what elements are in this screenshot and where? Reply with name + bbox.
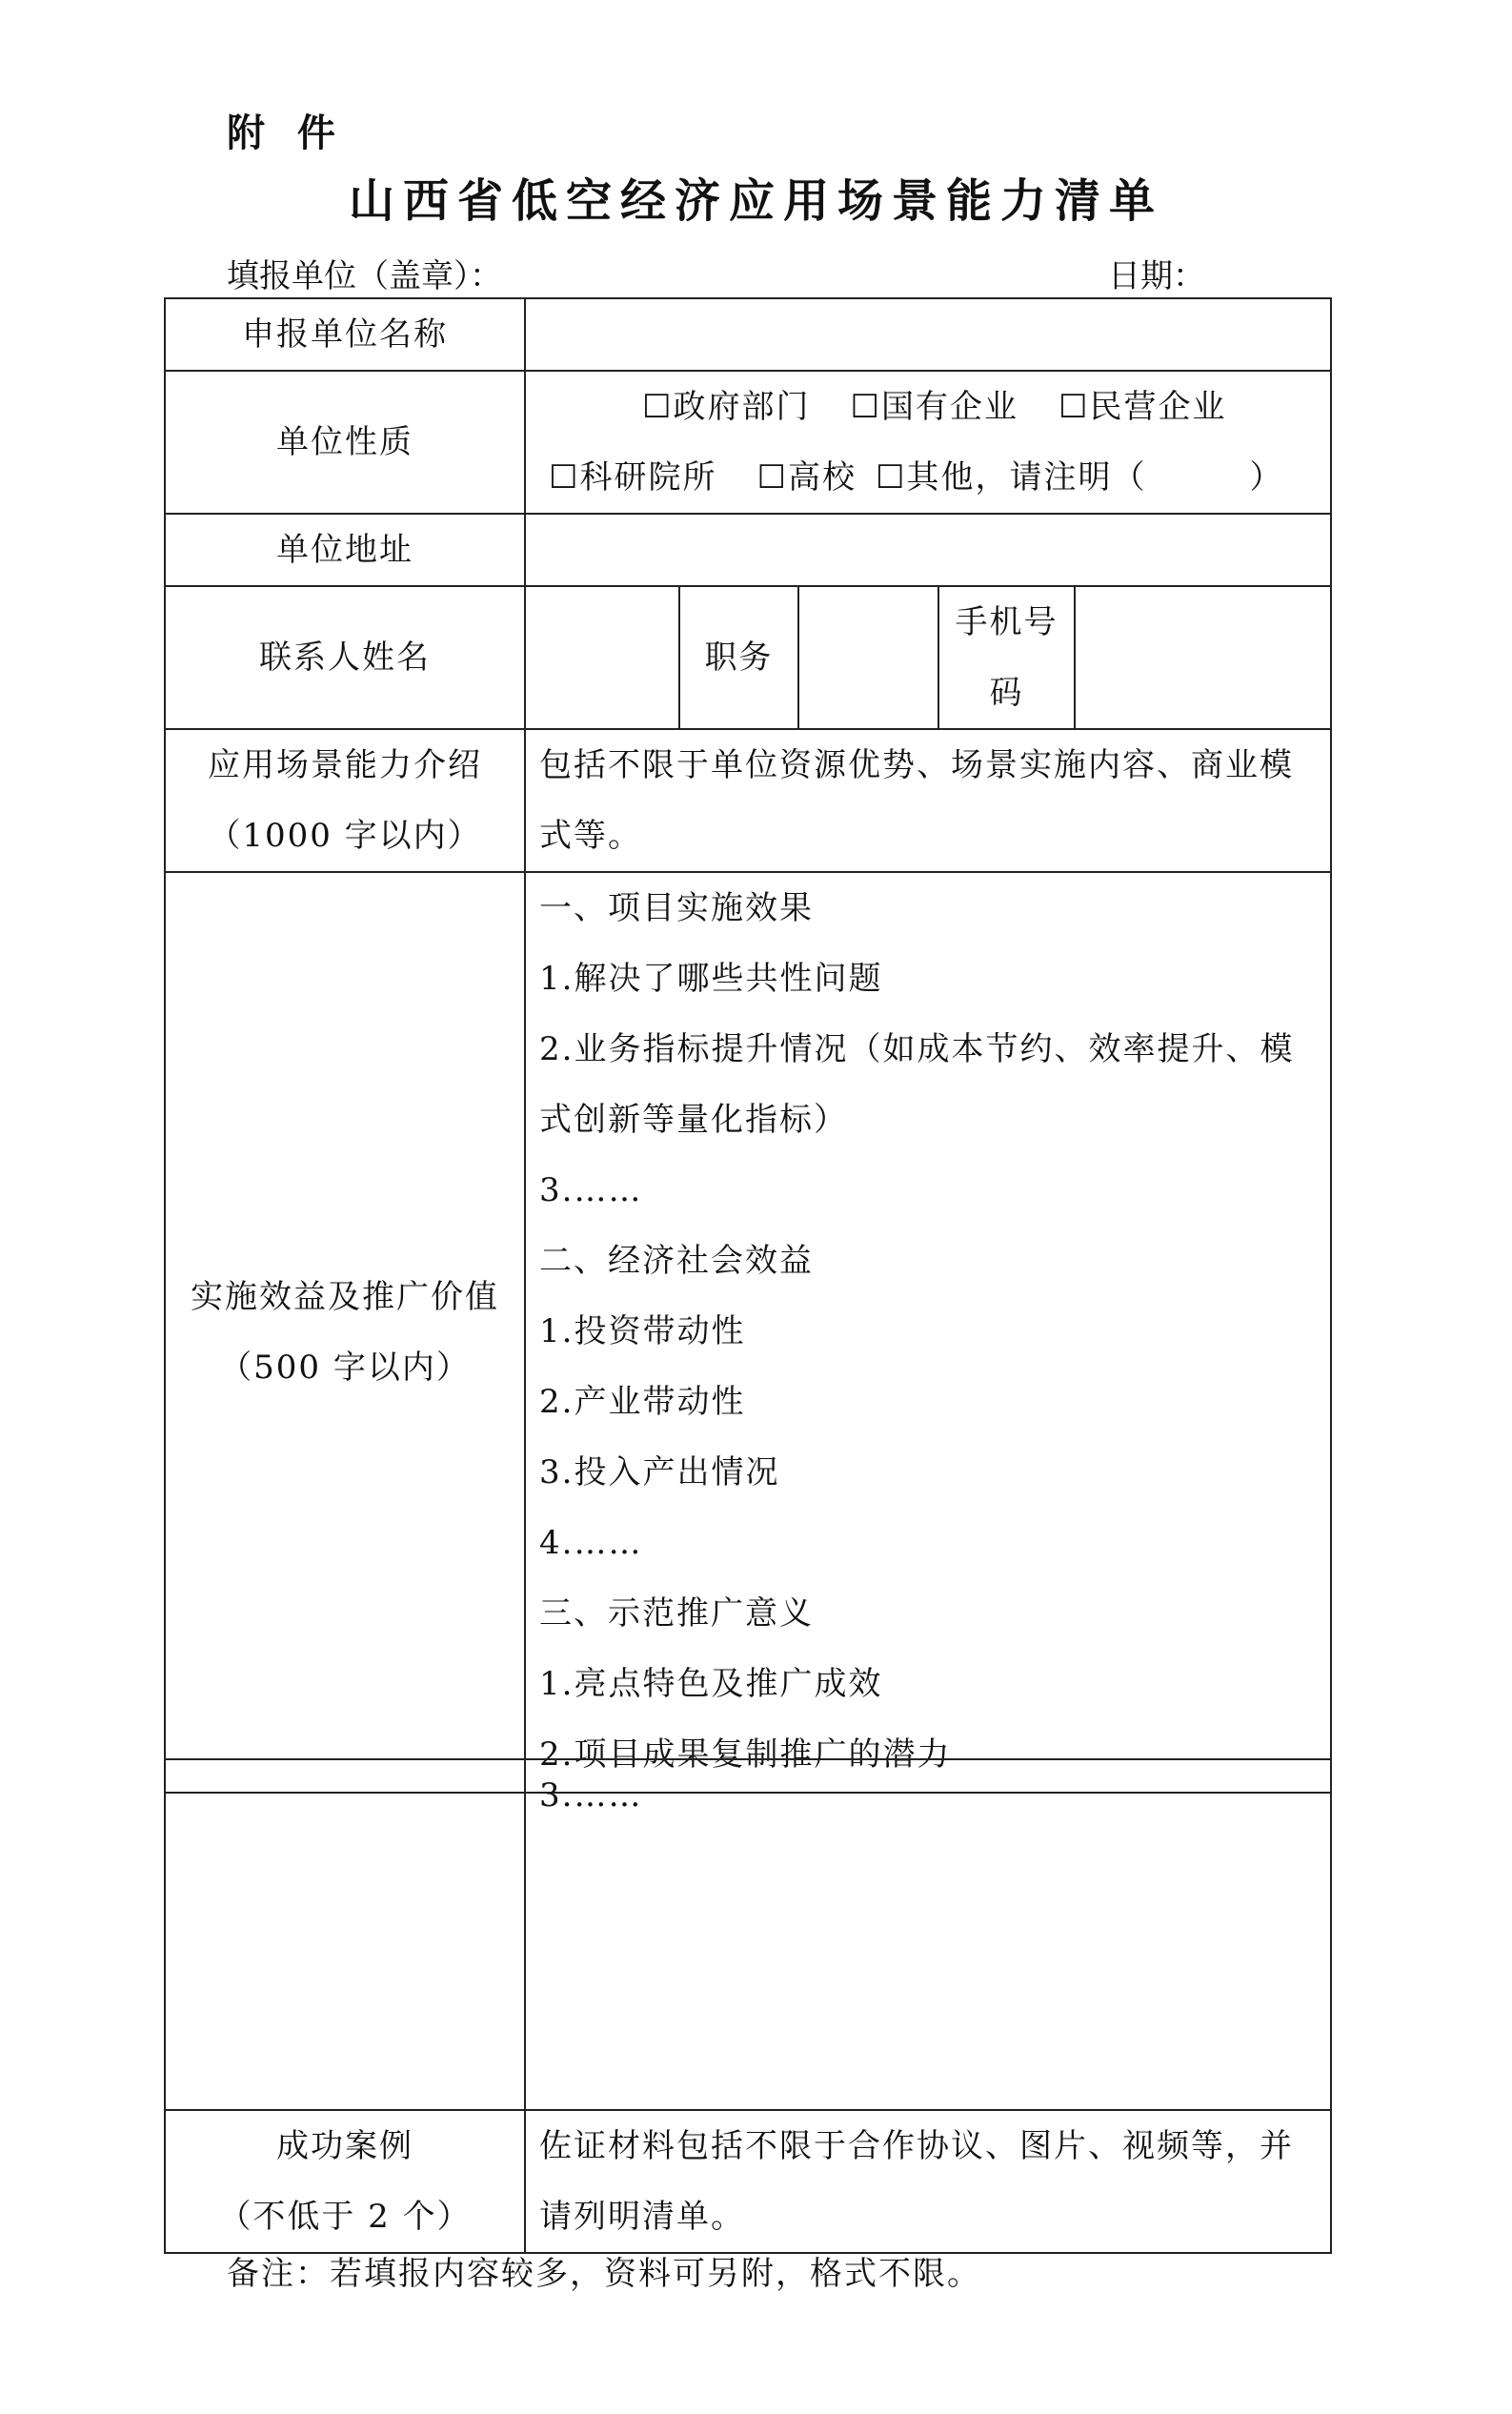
benefit-continued-label xyxy=(165,1759,525,2110)
benefit-line: 三、示范推广意义 xyxy=(539,1594,814,1633)
benefit-line: 2.产业带动性 xyxy=(539,1383,746,1421)
position-label: 职务 xyxy=(679,586,798,729)
footer-note: 备注：若填报内容较多，资料可另附，格式不限。 xyxy=(227,2255,981,2293)
option-private[interactable]: ☐民营企业 xyxy=(1058,388,1227,426)
filler-org-label: 填报单位（盖章）： xyxy=(227,257,502,295)
org-nature-options-row-1 xyxy=(539,372,1317,442)
org-name-field[interactable] xyxy=(525,298,1331,371)
case-label xyxy=(165,2110,525,2253)
position-field[interactable] xyxy=(798,586,938,729)
option-university[interactable]: ☐高校 xyxy=(756,458,857,497)
org-nature-options xyxy=(525,371,1331,514)
benefit-content[interactable] xyxy=(525,872,1331,1793)
org-nature-options-row-2 xyxy=(539,442,1317,513)
option-research-institute[interactable]: ☐科研院所 xyxy=(549,458,717,497)
continuation-table xyxy=(164,1758,1332,2254)
intro-content[interactable] xyxy=(525,729,1331,872)
row-org-name xyxy=(165,298,1331,371)
benefit-line: 4.…… xyxy=(539,1524,643,1562)
intro-content-text: 包括不限于单位资源优势、场景实施内容、商业模式等。 xyxy=(539,746,1294,855)
benefit-line: 3.投入产出情况 xyxy=(539,1453,780,1491)
case-label-line-2: （不低于 2 个） xyxy=(218,2198,472,2236)
benefit-line: 1.解决了哪些共性问题 xyxy=(539,960,883,998)
row-benefit-continued xyxy=(165,1759,1331,2110)
case-label-line-1: 成功案例 xyxy=(276,2127,413,2165)
benefit-label-line-1: 实施效益及推广价值 xyxy=(191,1278,499,1316)
benefit-label xyxy=(165,872,525,1793)
phone-field[interactable] xyxy=(1075,586,1331,729)
contact-name-field[interactable] xyxy=(525,586,679,729)
address-label: 单位地址 xyxy=(165,514,525,586)
benefit-line: 3.…… xyxy=(539,1171,643,1209)
benefit-continued-line: 3.…… xyxy=(539,1776,643,1815)
case-content-text: 佐证材料包括不限于合作协议、图片、视频等，并请列明清单。 xyxy=(539,2127,1294,2236)
row-org-nature xyxy=(165,371,1331,514)
address-field[interactable] xyxy=(525,514,1331,586)
option-other[interactable]: ☐其他，请注明（ ） xyxy=(875,458,1284,497)
intro-label xyxy=(165,729,525,872)
benefit-line: 1.亮点特色及推广成效 xyxy=(539,1665,883,1703)
benefit-continued-content[interactable] xyxy=(525,1759,1331,2110)
benefit-line: 二、经济社会效益 xyxy=(539,1242,814,1280)
benefit-line: 1.投资带动性 xyxy=(539,1312,746,1350)
case-content[interactable] xyxy=(525,2110,1331,2253)
intro-label-line-1: 应用场景能力介绍 xyxy=(208,746,482,784)
row-success-cases xyxy=(165,2110,1331,2253)
org-name-label: 申报单位名称 xyxy=(165,298,525,371)
date-label: 日期： xyxy=(1108,257,1205,295)
org-nature-label: 单位性质 xyxy=(165,371,525,514)
benefit-line: 2.项目成果复制推广的潜力 xyxy=(539,1735,952,1774)
phone-label: 手机号码 xyxy=(938,586,1075,729)
option-state-owned[interactable]: ☐国有企业 xyxy=(850,388,1018,426)
benefit-line: 一、项目实施效果 xyxy=(539,889,814,927)
row-intro xyxy=(165,729,1331,872)
benefit-line: 2.业务指标提升情况（如成本节约、效率提升、模 xyxy=(539,1030,1295,1068)
option-government[interactable]: ☐政府部门 xyxy=(642,388,811,426)
application-form-table xyxy=(164,297,1332,1794)
row-benefit xyxy=(165,872,1331,1793)
benefit-line: 式创新等量化指标） xyxy=(539,1101,848,1139)
row-address xyxy=(165,514,1331,586)
document-title: 山西省低空经济应用场景能力清单 xyxy=(348,174,1163,228)
contact-name-label: 联系人姓名 xyxy=(165,586,525,729)
benefit-label-line-2: （500 字以内） xyxy=(219,1349,471,1387)
attachment-label: 附 件 xyxy=(227,112,345,155)
intro-label-line-2: （1000 字以内） xyxy=(208,817,482,855)
row-contact xyxy=(165,586,1331,729)
